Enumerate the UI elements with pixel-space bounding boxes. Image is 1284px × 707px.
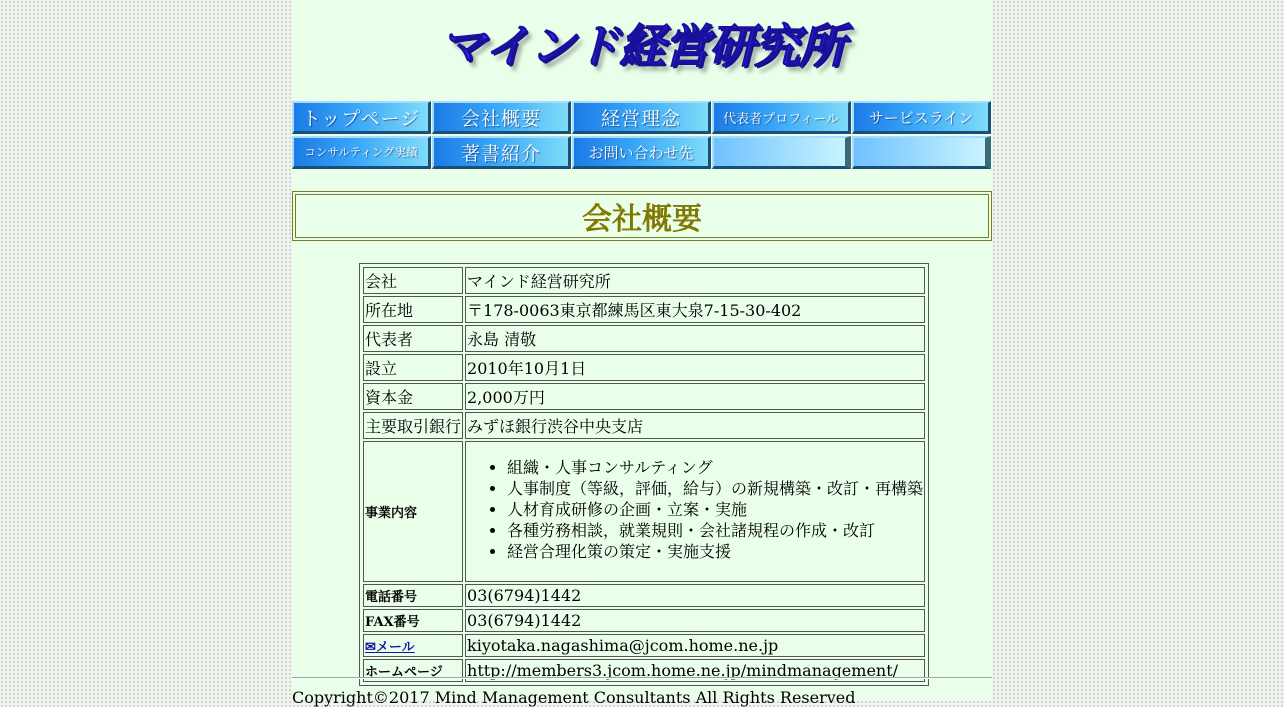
table-row — [363, 325, 925, 352]
list-item: • 人材育成研修の企画・立案・実施 — [507, 499, 923, 520]
business-list-cell — [465, 441, 925, 582]
table-row — [363, 634, 925, 657]
row-label: 資本金 — [363, 383, 463, 410]
row-label: 所在地 — [363, 296, 463, 323]
table-row — [363, 267, 925, 294]
nav-books[interactable]: 著書紹介 — [432, 136, 571, 169]
mail-value: kiyotaka.nagashima@jcom.home.ne.jp — [465, 634, 925, 657]
nav-menu — [292, 101, 992, 170]
nav-philosophy[interactable]: 経営理念 — [572, 101, 711, 134]
list-item: • 組織・人事コンサルティング — [507, 457, 923, 478]
nav-blank-button[interactable] — [712, 136, 851, 169]
fax-value: 03(6794)1442 — [465, 609, 925, 632]
business-label: 事業内容 — [363, 441, 463, 582]
table-row — [363, 609, 925, 632]
nav-consulting-results[interactable]: コンサルティング実績 — [292, 136, 431, 169]
footer-divider — [292, 677, 992, 679]
nav-blank-button[interactable] — [852, 136, 991, 169]
row-value: 2,000万円 — [465, 383, 925, 410]
list-item: • 各種労務相談，就業規則・会社諸規程の作成・改訂 — [507, 520, 923, 541]
table-row — [363, 296, 925, 323]
company-info-table — [359, 263, 929, 686]
page-container — [292, 0, 992, 707]
nav-top-page[interactable]: トップページ — [292, 101, 431, 134]
page-title: 会社概要 — [295, 194, 989, 238]
row-value: 永島 清敬 — [465, 325, 925, 352]
table-row — [363, 383, 925, 410]
phone-label: 電話番号 — [363, 584, 463, 607]
phone-value: 03(6794)1442 — [465, 584, 925, 607]
row-value: 2010年10月1日 — [465, 354, 925, 381]
list-item: • 経営合理化策の策定・実施支援 — [507, 541, 923, 562]
page-title-box — [292, 191, 992, 241]
table-row — [363, 584, 925, 607]
row-label: 代表者 — [363, 325, 463, 352]
row-value: みずほ銀行渋谷中央支店 — [465, 412, 925, 439]
table-row — [363, 441, 925, 582]
homepage-label: ホームページ — [363, 659, 463, 682]
nav-company-overview[interactable]: 会社概要 — [432, 101, 571, 134]
row-value: マインド経営研究所 — [465, 267, 925, 294]
nav-profile[interactable]: 代表者プロフィール — [712, 101, 851, 134]
copyright-text: Copyright©2017 Mind Management Consultants All Rights Reserved — [292, 688, 856, 707]
logo-text: マインド経営研究所 — [439, 19, 845, 73]
list-item: • 人事制度（等級，評価，給与）の新規構築・改訂・再構築 — [507, 478, 923, 499]
homepage-value: http://members3.jcom.home.ne.jp/mindmanagement/ — [465, 659, 925, 682]
row-label: 会社 — [363, 267, 463, 294]
site-logo[interactable] — [292, 14, 992, 84]
business-list — [467, 457, 923, 562]
row-label: 主要取引銀行 — [363, 412, 463, 439]
table-row — [363, 354, 925, 381]
table-row — [363, 412, 925, 439]
nav-contact[interactable]: お問い合わせ先 — [572, 136, 711, 169]
row-label: 設立 — [363, 354, 463, 381]
nav-service-line[interactable]: サービスライン — [852, 101, 991, 134]
fax-label: FAX番号 — [363, 609, 463, 632]
mail-link[interactable]: ✉メール — [365, 640, 415, 655]
mail-label-cell — [363, 634, 463, 657]
row-value: 〒178-0063東京都練馬区東大泉7-15-30-402 — [465, 296, 925, 323]
